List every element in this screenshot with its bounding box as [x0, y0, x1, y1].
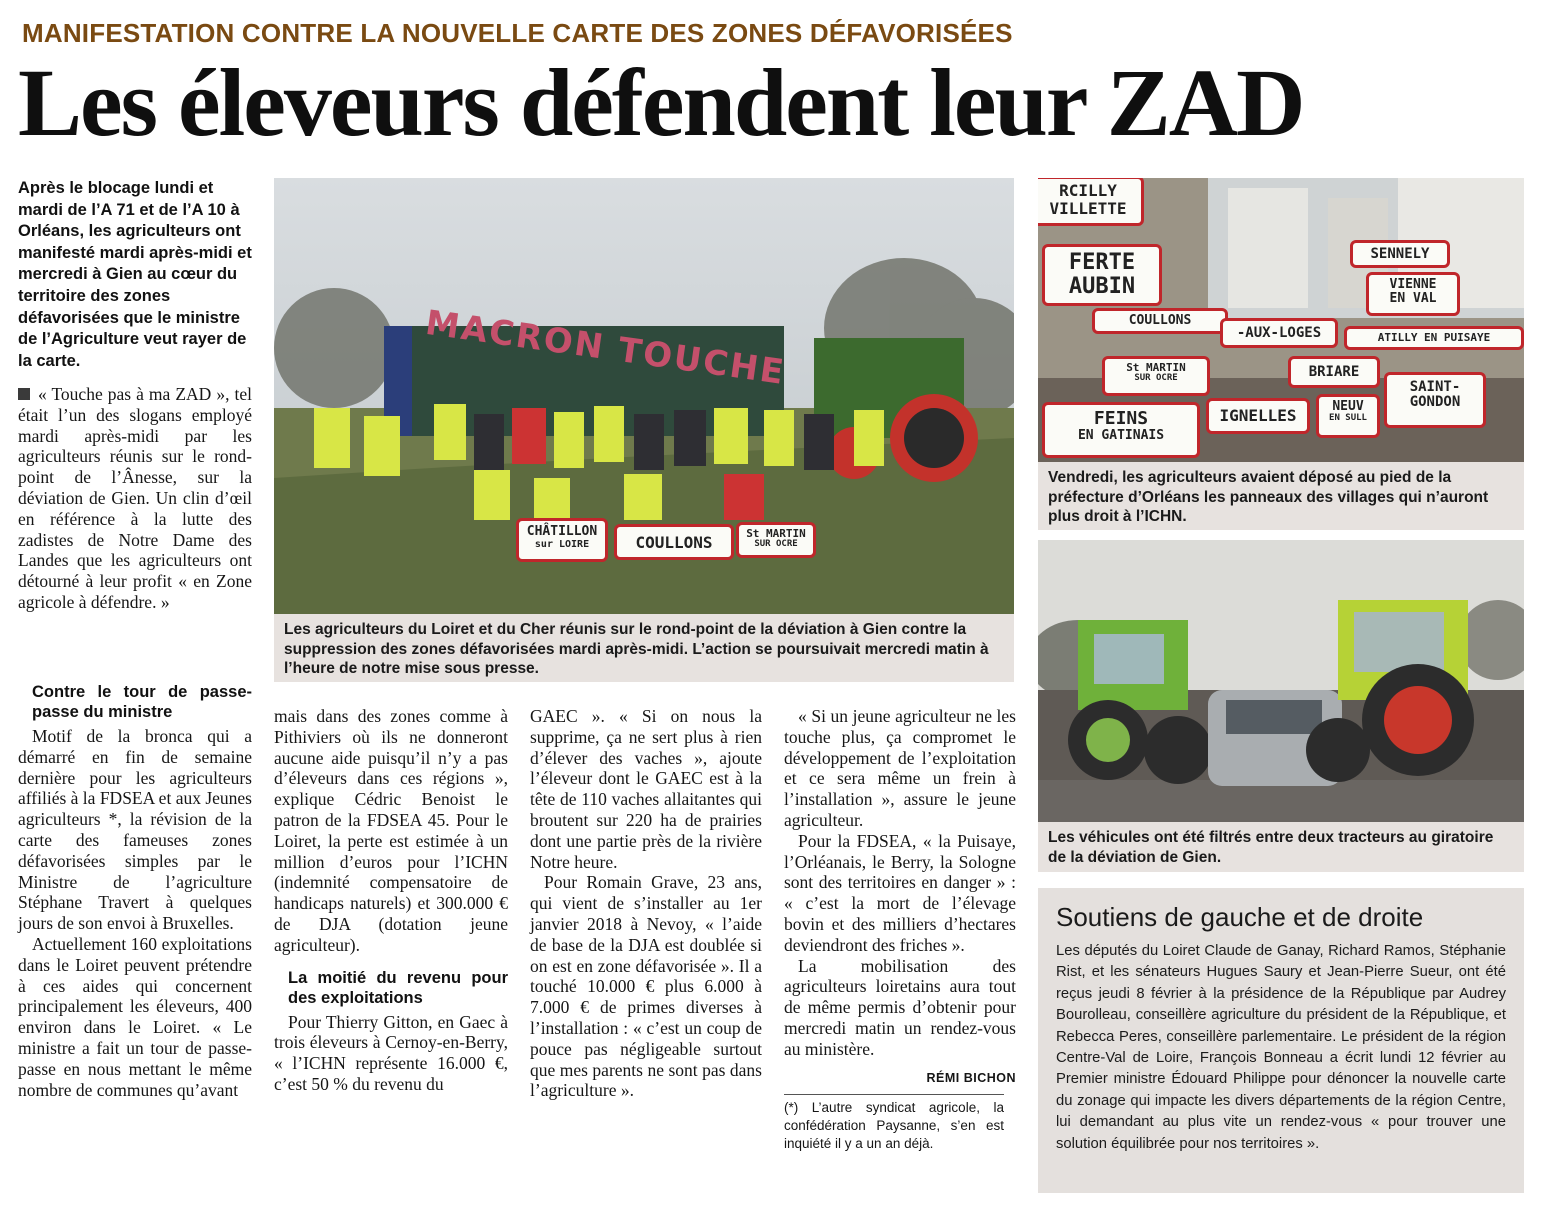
sign-neuv: [1316, 394, 1380, 438]
signature: RÉMI BICHON: [926, 1070, 1016, 1085]
sign-text: EN GATINAIS: [1077, 427, 1165, 443]
sidebar-box: [1038, 888, 1524, 1193]
kicker: MANIFESTATION CONTRE LA NOUVELLE CARTE DES ZONES DÉFAVORISÉES: [22, 18, 1013, 48]
col2-paragraph-1: mais dans des zones comme à Pithiviers où ils ne donneront aucune aide puisqu’il n’y a pas d’éleveurs dans ces régions », explique Cédric Benoist le patron de la FDSEA 45. Pour le Loiret, la perte est estimée à un million d’euros pour l’ICHN (indemnité compensatoire de handicaps naturels) et 300.000 € de DJA (dotation jeune agriculteur).: [274, 706, 508, 955]
sign-text: FERTE: [1068, 250, 1136, 275]
sign-aux-loges: -AUX-LOGES: [1220, 318, 1338, 348]
sign-chatillon: [516, 518, 608, 562]
sign-ignelles: IGNELLES: [1206, 398, 1310, 434]
signs-photo: [1038, 178, 1524, 462]
sign-text: EN VAL: [1389, 291, 1437, 307]
sign-text: CHÂTILLON: [526, 524, 598, 539]
col1-paragraph-1: Motif de la bronca qui a démarré en fin de semaine dernière pour les agriculteurs affiliés à la FDSEA et aux Jeunes agriculteurs *, la révision de la carte des fameuses zones défavorisées simples par le Ministre de l’agriculture Stéphane Travert à quelques jours de son envoi à Bruxelles.: [18, 726, 252, 934]
tractors-photo-illustration: [1038, 540, 1524, 822]
subhead-2: La moitié du revenu pour des exploitations: [288, 968, 508, 1007]
sign-st-martin: [736, 522, 816, 558]
col3-paragraph-1: GAEC ». « Si on nous la supprime, ça ne sert plus à rien d’élever des vaches », ajoute l’éleveur dont le GAEC est à la tête de 110 vaches allaitantes qui broutent sur 220 ha de prairies dont une partie près de la rivière Notre heure.: [530, 706, 762, 872]
sign-sennely: SENNELY: [1350, 240, 1450, 268]
sign-text: SUR OCRE: [1134, 373, 1178, 384]
sign-text: EN SULL: [1329, 413, 1367, 424]
sign-text: St MARTIN: [1126, 361, 1186, 374]
sign-atilly: ATILLY EN PUISAYE: [1344, 326, 1524, 350]
sign-text: VILLETTE: [1049, 198, 1127, 218]
sign-briare: BRIARE: [1288, 356, 1380, 388]
col1-paragraph-2: Actuellement 160 exploitations dans le Loiret peuvent prétendre à ces aides qui concernent principalement les éleveurs, 400 environ dans le Loiret. « Le ministre a fait un tour de passe-passe en nous mettant le même nombre de communes qu’avant: [18, 933, 252, 1100]
column-1: [18, 676, 252, 1100]
footnote: (*) L’autre syndicat agricole, la confédération Paysanne, s’en est inquiété il y a un an déjà.: [784, 1094, 1004, 1153]
sign-text: VIENNE: [1389, 277, 1437, 292]
sign-st-martin-2: [1102, 356, 1210, 396]
sign-text: SUR OCRE: [754, 539, 798, 550]
sign-text: RCILLY: [1059, 181, 1117, 200]
tractors-photo-caption: Les véhicules ont été filtrés entre deux tracteurs au giratoire de la déviation de Gien.: [1038, 822, 1524, 872]
sign-saint-gondon: [1384, 372, 1486, 428]
subhead-1: Contre le tour de passe-passe du ministre: [32, 683, 252, 721]
sign-coullons: COULLONS: [614, 524, 734, 560]
sign-text: St MARTIN: [746, 527, 806, 540]
col3-paragraph-2: Pour Romain Grave, 23 ans, qui vient de s’installer au 1er janvier 2018 à Nevoy, « l’aide de base de la DJA est doublée si on est en zone défavorisée ». Il a touché 10.000 € plus 6.000 à 7.000 € de primes diverses à l’installation : « c’est un coup de pouce pas négligeable surtout que mes parents ne sont pas dans l’agriculture ».: [530, 872, 762, 1101]
sign-text: SAINT-: [1409, 379, 1461, 395]
main-photo-caption: Les agriculteurs du Loiret et du Cher réunis sur le rond-point de la déviation à Gien contre la suppression des zones défavorisées mardi après-midi. L’action se poursuivait mercredi matin à l’heure de notre mise sous presse.: [274, 614, 1014, 682]
column-3: [530, 706, 762, 1101]
chapo: Après le blocage lundi et mardi de l’A 71 et de l’A 10 à Orléans, les agriculteurs ont manifesté mardi après-midi et mercredi à Gien au cœur du territoire des zones défavorisées que le ministre de l’Agriculture veut rayer de la carte.: [18, 179, 252, 370]
sidebar-title: Soutiens de gauche et de droite: [1056, 902, 1424, 932]
sign-coullons-2: COULLONS: [1092, 308, 1228, 334]
sign-rcilly: [1038, 178, 1144, 226]
column-2: [274, 706, 508, 1095]
sign-vienne-en-val: [1366, 272, 1460, 316]
lead-paragraph: [18, 384, 252, 613]
signs-photo-caption: Vendredi, les agriculteurs avaient déposé au pied de la préfecture d’Orléans les panneaux des villages qui n’auront plus droit à l’ICHN.: [1038, 462, 1524, 530]
headline: Les éleveurs défendent leur ZAD: [18, 49, 1304, 156]
sidebar-text: Les députés du Loiret Claude de Ganay, Richard Ramos, Stéphanie Rist, et les sénateurs Hugues Saury et Jean-Pierre Sueur, ont été reçus jeudi 8 février à la présidence de la République par Audrey Bourolleau, conseillère agriculture du président de la République, et Rebecca Peres, conseillère parlementaire. Le président de la région Centre-Val de Loire, François Bonneau a écrit lundi 12 février au Premier ministre Édouard Philippe pour dénoncer la nouvelle carte du zonage qui impacte les divers départements de la région Centre, lui demandant au plus vite un rendez-vous « pour trouver une solution équilibrée pour nos territoires ».: [1056, 943, 1506, 1152]
sign-text: sur LOIRE: [534, 539, 590, 551]
sign-text: GONDON: [1409, 394, 1461, 411]
sign-text: FEINS: [1093, 408, 1149, 429]
col4-paragraph-2: Pour la FDSEA, « la Puisaye, l’Orléanais, le Berry, la Sologne sont des territoires en danger » : « c’est la mort de l’élevage bovin et des milliers d’hectares deviendront des friches ».: [784, 830, 1016, 955]
column-4: [784, 706, 1016, 1153]
sign-text: AUBIN: [1068, 274, 1136, 300]
sign-ferte-aubin: [1042, 244, 1162, 306]
col4-paragraph-1: « Si un jeune agriculteur ne les touche plus, ça compromet le développement de l’exploitation et ce sera même un frein à l’installation », assure le jeune agriculteur.: [784, 706, 1016, 830]
lead-text: « Touche pas à ma ZAD », tel était l’un des slogans employé mardi après-midi par les agriculteurs réunis sur le rond-point de l’Ânesse, sur la déviation de Gien. Un clin d’œil en référence à la lutte des zadistes de Notre Dame des Landes que les agriculteurs ont détourné à leur profit « en Zone agricole à défendre. »: [18, 384, 252, 612]
banner-graffiti: MACRON TOUCHE: [422, 302, 788, 394]
tractors-photo: [1038, 540, 1524, 822]
sign-feins: [1042, 402, 1200, 458]
sign-text: NEUV: [1332, 399, 1364, 414]
lead-square-icon: [18, 388, 30, 400]
main-photo: [274, 178, 1014, 614]
col4-paragraph-3: La mobilisation des agriculteurs loiretains aura tout de même permis d’obtenir pour mercredi matin un rendez-vous au ministère.: [784, 955, 1016, 1059]
col2-paragraph-2: Pour Thierry Gitton, en Gaec à trois éleveurs à Cernoy-en-Berry, « l’ICHN représente 16.000 €, c’est 50 % du revenu du: [274, 1011, 508, 1094]
